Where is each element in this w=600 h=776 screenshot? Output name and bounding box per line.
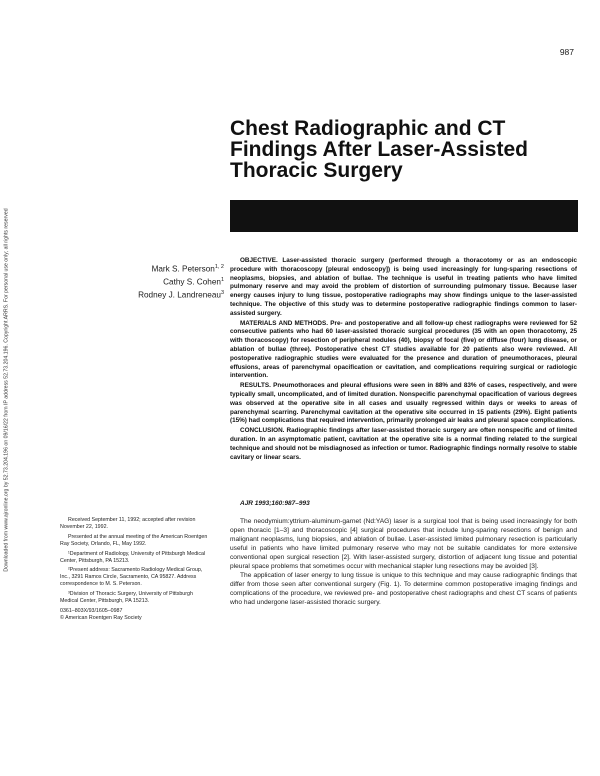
abstract-section-text: Radiographic findings after laser-assisted thoracic surgery are often nonspecific and of limited duration. In an asymptomatic patient, cavitation at the operative site is a normal finding related to the surgical technique and should not be misdiagnosed as infection or tumor. Radiographic findings normally resolve to stable cavitary or linear scars.: [230, 427, 577, 461]
abstract-section-text: Pneumothoraces and pleural effusions were seen in 88% and 83% of cases, respectively, and were typically small, uncomplicated, and of limited duration. Nonspecific parenchymal opacification of various degrees was observed at the operative site in all cases and usually regressed within days or weeks to areas of parenchymal scarring. Parenchymal cavitation at the operative site occurred in 15 patients (29%). Eight patients (15%) had complications that required intervention, primarily prolonged air leaks and pleural space complications.: [230, 382, 577, 425]
author: [60, 262, 224, 275]
abstract-section-text: Pre- and postoperative and all follow-up chest radiographs were reviewed for 52 consecutive patients who had 60 laser-assisted thoracic surgical procedures (35 with an open thoracotomy, 25 with thoracoscopy) for resection of peripheral nodules (40), biopsy of focal (five) or diffuse (four) lung disease, or ablation of bullae (three). Postoperative chest CT studies available for 20 patients also were reviewed. All postoperative radiographic studies were evaluated for the presence and duration of pneumothoraces, pleural effusions, areas of parenchymal opacification or cavitation, and complications requiring surgical or radiologic intervention.: [230, 319, 577, 380]
footnote: ²Present address: Sacramento Radiology Medical Group, Inc., 3291 Ramos Circle, Sacramento, CA 95827. Address correspondence to M. S. Peterson.: [60, 567, 203, 588]
author-name: Rodney J. Landreneau: [138, 291, 221, 301]
abstract-section-heading: RESULTS.: [240, 382, 271, 390]
abstract-section-heading: OBJECTIVE.: [240, 257, 278, 264]
copyright-block: [60, 608, 212, 622]
copyright-line: © American Roentgen Ray Society: [60, 614, 142, 621]
author: [60, 275, 224, 288]
title-line: Chest Radiographic and CT: [230, 117, 506, 140]
article-body: [230, 518, 577, 608]
article-title: [230, 118, 560, 181]
author-name: Mark S. Peterson: [151, 264, 215, 274]
author-affiliation-marker: 3: [220, 290, 224, 297]
author-name: Cathy S. Cohen: [163, 277, 221, 287]
body-paragraph: The neodymium:yttrium-aluminum-garnet (Nd:YAG) laser is a surgical tool that is being used increasingly for both open thoracic [1–3] and thoracoscopic [4] surgical procedures that include lung-sparing resections of benign and malignant neoplasms, lung biopsies, and ablation of bullae. Laser-assisted limited pulmonary resection is particularly useful in patients who have limited pulmonary reserve who may not be suitable candidates for more extensive conventional open surgical resection [2]. With laser-assisted surgery, distortion of adjacent lung tissue and potential pleural space problems that sometimes occur with mechanical stapler lung resections may be avoided [3].: [230, 518, 577, 570]
title-line: Findings After Laser-Assisted: [230, 138, 528, 161]
abstract-results: [230, 382, 577, 426]
title-divider-bar: [230, 200, 578, 232]
author-affiliation-marker: 1, 2: [214, 264, 224, 270]
title-line: Thoracic Surgery: [230, 159, 403, 182]
abstract-section-text: Laser-assisted thoracic surgery (performed through a thoracotomy or as an endoscopic procedure with thoracoscopy [pleural endoscopy]) is being used increasingly for lung-sparing resections of neoplasms, biopsies, and ablation of bullae. The technique is useful in treating patients who have limited pulmonary reserve and may avoid the problem of distortion of surrounding pulmonary tissue. Because laser energy causes injury to lung tissue, postoperative radiographs may show findings unique to the laser-assisted technique. The objective of this study was to determine postoperative radiographic findings common to laser-assisted surgery.: [230, 257, 577, 317]
copyright-line: 0361–803X/93/1605–0987: [60, 607, 123, 614]
abstract-methods: [230, 320, 577, 382]
abstract: [230, 257, 577, 463]
footnote: ³Division of Thoracic Surgery, University of Pittsburgh Medical Center, Pittsburgh, PA 15213.: [60, 591, 193, 605]
abstract-objective: [230, 257, 577, 319]
download-watermark: [0, 120, 14, 660]
download-watermark-text: Downloaded from www.ajronline.org by 52.73.204.196 on 09/16/22 from IP address 52.73.204.196. Copyright ARRS. For personal use only; all rights reserved: [4, 208, 10, 572]
author-list: [60, 262, 224, 302]
journal-citation: AJR 1993;160:987–993: [240, 500, 310, 507]
footnote: ¹Department of Radiology, University of Pittsburgh Medical Center, Pittsburgh, PA 15213.: [60, 550, 206, 564]
author-affiliation-marker: 1: [220, 277, 224, 284]
body-paragraph: The application of laser energy to lung tissue is unique to this technique and may cause radiographic findings that differ from those seen after conventional surgery (Fig. 1). To determine common postoperative imaging findings and complications of the procedure, we reviewed pre- and postoperative chest radiographs and chest CT scans of patients who had undergone laser-assisted thoracic surgery.: [230, 571, 577, 606]
footnote: Presented at the annual meeting of the American Roentgen Ray Society, Orlando, FL, May 1992.: [60, 533, 208, 547]
abstract-conclusion: [230, 427, 577, 462]
author: [60, 288, 224, 301]
abstract-section-heading: CONCLUSION.: [240, 427, 285, 435]
footnote: Received September 11, 1992; accepted after revision November 22, 1992.: [60, 517, 196, 530]
abstract-section-heading: MATERIALS AND METHODS.: [240, 319, 329, 327]
page-number: 987: [559, 47, 574, 57]
article-footnotes: [60, 517, 212, 622]
